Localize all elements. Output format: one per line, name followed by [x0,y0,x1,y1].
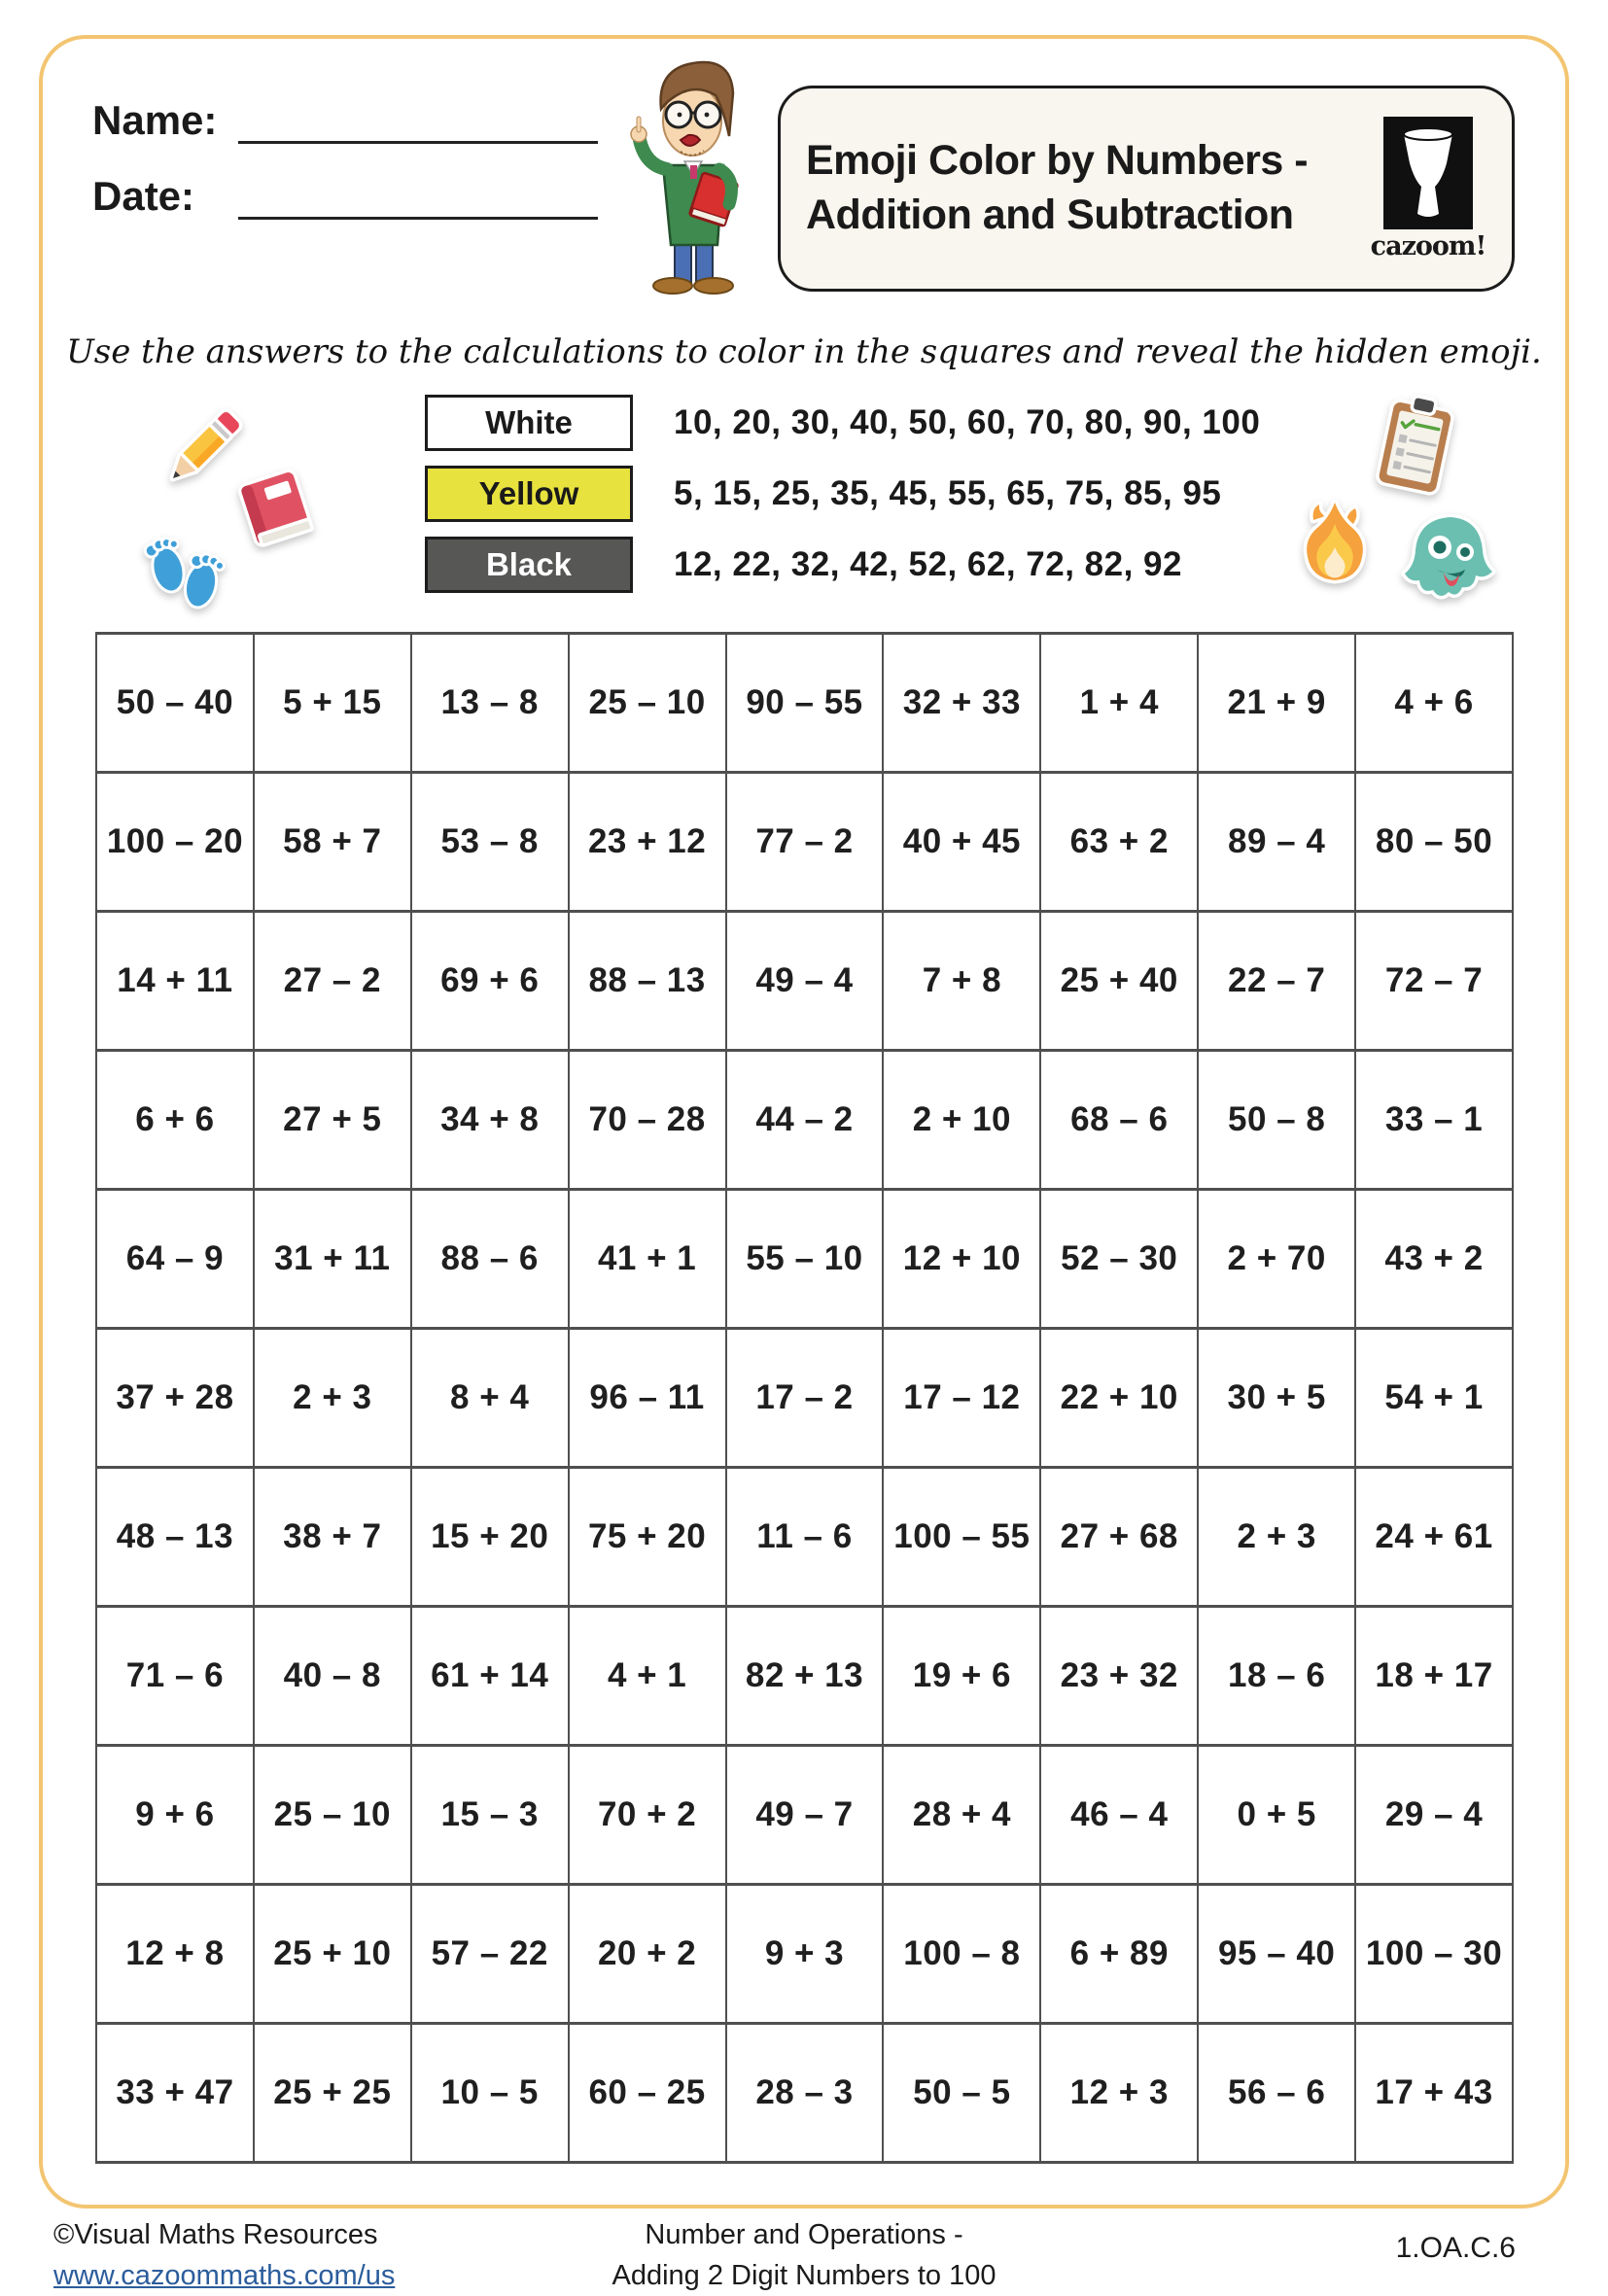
grid-cell: 49 – 4 [727,913,885,1052]
grid-cell: 12 + 10 [884,1191,1041,1330]
grid-cell: 100 – 20 [97,774,255,913]
grid-cell: 25 + 25 [255,2025,412,2164]
grid-cell: 100 – 30 [1356,1886,1514,2025]
grid-cell: 56 – 6 [1199,2025,1356,2164]
standard-code: 1.OA.C.6 [1395,2232,1516,2264]
key-row-white [425,395,1260,451]
teacher-icon [595,51,785,298]
grid-cell: 17 – 12 [884,1330,1041,1469]
grid-cell: 100 – 55 [884,1469,1041,1608]
grid-cell: 4 + 1 [570,1608,727,1747]
grid-cell: 22 + 10 [1041,1330,1199,1469]
key-row-yellow [425,466,1260,522]
grid-cell: 24 + 61 [1356,1469,1514,1608]
ghost-sticker [1395,504,1507,620]
grid-cell: 50 – 5 [884,2025,1041,2164]
worksheet-title [806,134,1370,243]
ghost-icon [1395,504,1507,615]
name-label: Name: [92,97,218,143]
grid-cell: 96 – 11 [570,1330,727,1469]
grid-cell: 4 + 6 [1356,635,1514,774]
yellow-swatch: Yellow [425,466,633,522]
grid-cell: 41 + 1 [570,1191,727,1330]
grid-cell: 2 + 3 [255,1330,412,1469]
date-line [238,174,598,220]
color-key [425,395,1260,608]
grid-cell: 53 – 8 [412,774,570,913]
grid-cell: 22 – 7 [1199,913,1356,1052]
grid-cell: 70 + 2 [570,1747,727,1886]
grid-cell: 68 – 6 [1041,1052,1199,1191]
grid-cell: 89 – 4 [1199,774,1356,913]
grid-cell: 44 – 2 [727,1052,885,1191]
footprints-icon [134,515,236,622]
grid-cell: 31 + 11 [255,1191,412,1330]
grid-cell: 27 – 2 [255,913,412,1052]
book-icon [224,457,326,559]
grid-cell: 30 + 5 [1199,1330,1356,1469]
cazoom-drum-icon [1383,117,1473,229]
grid-cell: 49 – 7 [727,1747,885,1886]
grid-cell: 38 + 7 [255,1469,412,1608]
grid-cell: 10 – 5 [412,2025,570,2164]
grid-cell: 80 – 50 [1356,774,1514,913]
grid-cell: 58 + 7 [255,774,412,913]
grid-cell: 9 + 3 [727,1886,885,2025]
grid-cell: 15 – 3 [412,1747,570,1886]
cazoom-logo-text: cazoom! [1370,230,1486,261]
title-line1: Emoji Color by Numbers - [806,137,1309,185]
name-date-block [92,97,598,249]
website-link[interactable]: www.cazoommaths.com/us [53,2260,396,2292]
black-values: 12, 22, 32, 42, 52, 62, 72, 82, 92 [674,545,1182,583]
grid-cell: 40 + 45 [884,774,1041,913]
grid-cell: 1 + 4 [1041,635,1199,774]
copyright-text: ©Visual Maths Resources [53,2219,378,2250]
grid-cell: 23 + 12 [570,774,727,913]
grid-cell: 88 – 13 [570,913,727,1052]
grid-cell: 15 + 20 [412,1469,570,1608]
grid-cell: 17 + 43 [1356,2025,1514,2164]
grid-cell: 29 – 4 [1356,1747,1514,1886]
grid-cell: 8 + 4 [412,1330,570,1469]
grid-cell: 12 + 3 [1041,2025,1199,2164]
grid-cell: 0 + 5 [1199,1747,1356,1886]
grid-cell: 46 – 4 [1041,1747,1199,1886]
grid-cell: 28 – 3 [727,2025,885,2164]
grid-cell: 7 + 8 [884,913,1041,1052]
title-box [778,86,1515,292]
grid-cell: 55 – 10 [727,1191,885,1330]
grid-cell: 17 – 2 [727,1330,885,1469]
grid-cell: 27 + 68 [1041,1469,1199,1608]
grid-cell: 18 – 6 [1199,1608,1356,1747]
grid-cell: 6 + 6 [97,1052,255,1191]
yellow-values: 5, 15, 25, 35, 45, 55, 65, 75, 85, 95 [674,474,1222,512]
grid-cell: 33 – 1 [1356,1052,1514,1191]
grid-cell: 2 + 10 [884,1052,1041,1191]
grid-cell: 77 – 2 [727,774,885,913]
name-line [238,98,598,144]
grid-cell: 71 – 6 [97,1608,255,1747]
grid-cell: 11 – 6 [727,1469,885,1608]
grid-cell: 43 + 2 [1356,1191,1514,1330]
instruction-text: Use the answers to the calculations to color in the squares and reveal the hidden emoji. [66,332,1542,371]
grid-cell: 18 + 17 [1356,1608,1514,1747]
footprints-sticker [134,515,236,627]
grid-cell: 75 + 20 [570,1469,727,1608]
grid-cell: 6 + 89 [1041,1886,1199,2025]
grid-cell: 50 – 8 [1199,1052,1356,1191]
grid-cell: 48 – 13 [97,1469,255,1608]
fire-icon [1281,491,1388,598]
grid-cell: 20 + 2 [570,1886,727,2025]
grid-cell: 9 + 6 [97,1747,255,1886]
grid-cell: 60 – 25 [570,2025,727,2164]
grid-cell: 69 + 6 [412,913,570,1052]
grid-cell: 95 – 40 [1199,1886,1356,2025]
grid-cell: 57 – 22 [412,1886,570,2025]
grid-cell: 33 + 47 [97,2025,255,2164]
white-swatch: White [425,395,633,451]
grid-cell: 27 + 5 [255,1052,412,1191]
grid-cell: 5 + 15 [255,635,412,774]
key-row-black [425,537,1260,593]
grid-cell: 21 + 9 [1199,635,1356,774]
grid-cell: 90 – 55 [727,635,885,774]
date-label: Date: [92,173,195,219]
white-values: 10, 20, 30, 40, 50, 60, 70, 80, 90, 100 [674,403,1261,441]
teacher-illustration [595,51,785,303]
grid-cell: 70 – 28 [570,1052,727,1191]
book-sticker [224,457,326,564]
grid-cell: 23 + 32 [1041,1608,1199,1747]
grid-cell: 28 + 4 [884,1747,1041,1886]
grid-cell: 25 – 10 [570,635,727,774]
grid-cell: 61 + 14 [412,1608,570,1747]
standard-line1: Number and Operations - [645,2219,963,2250]
grid-cell: 72 – 7 [1356,913,1514,1052]
grid-cell: 32 + 33 [884,635,1041,774]
fire-sticker [1281,491,1388,603]
grid-cell: 88 – 6 [412,1191,570,1330]
grid-cell: 64 – 9 [97,1191,255,1330]
cazoom-logo [1370,117,1486,261]
grid-cell: 14 + 11 [97,913,255,1052]
grid-cell: 2 + 3 [1199,1469,1356,1608]
standard-line2: Adding 2 Digit Numbers to 100 [612,2260,996,2292]
grid-cell: 13 – 8 [412,635,570,774]
grid-cell: 82 + 13 [727,1608,885,1747]
grid-cell: 63 + 2 [1041,774,1199,913]
grid-cell: 34 + 8 [412,1052,570,1191]
grid-cell: 2 + 70 [1199,1191,1356,1330]
grid-cell: 52 – 30 [1041,1191,1199,1330]
grid-cell: 12 + 8 [97,1886,255,2025]
title-line2: Addition and Subtraction [806,191,1294,238]
grid-cell: 25 + 40 [1041,913,1199,1052]
black-swatch: Black [425,537,633,593]
grid-cell: 37 + 28 [97,1330,255,1469]
problem-grid [95,632,1514,2164]
grid-cell: 19 + 6 [884,1608,1041,1747]
grid-cell: 25 + 10 [255,1886,412,2025]
grid-cell: 100 – 8 [884,1886,1041,2025]
grid-cell: 25 – 10 [255,1747,412,1886]
grid-cell: 50 – 40 [97,635,255,774]
footer-standard-desc [0,2214,1608,2296]
grid-cell: 54 + 1 [1356,1330,1514,1469]
grid-cell: 40 – 8 [255,1608,412,1747]
